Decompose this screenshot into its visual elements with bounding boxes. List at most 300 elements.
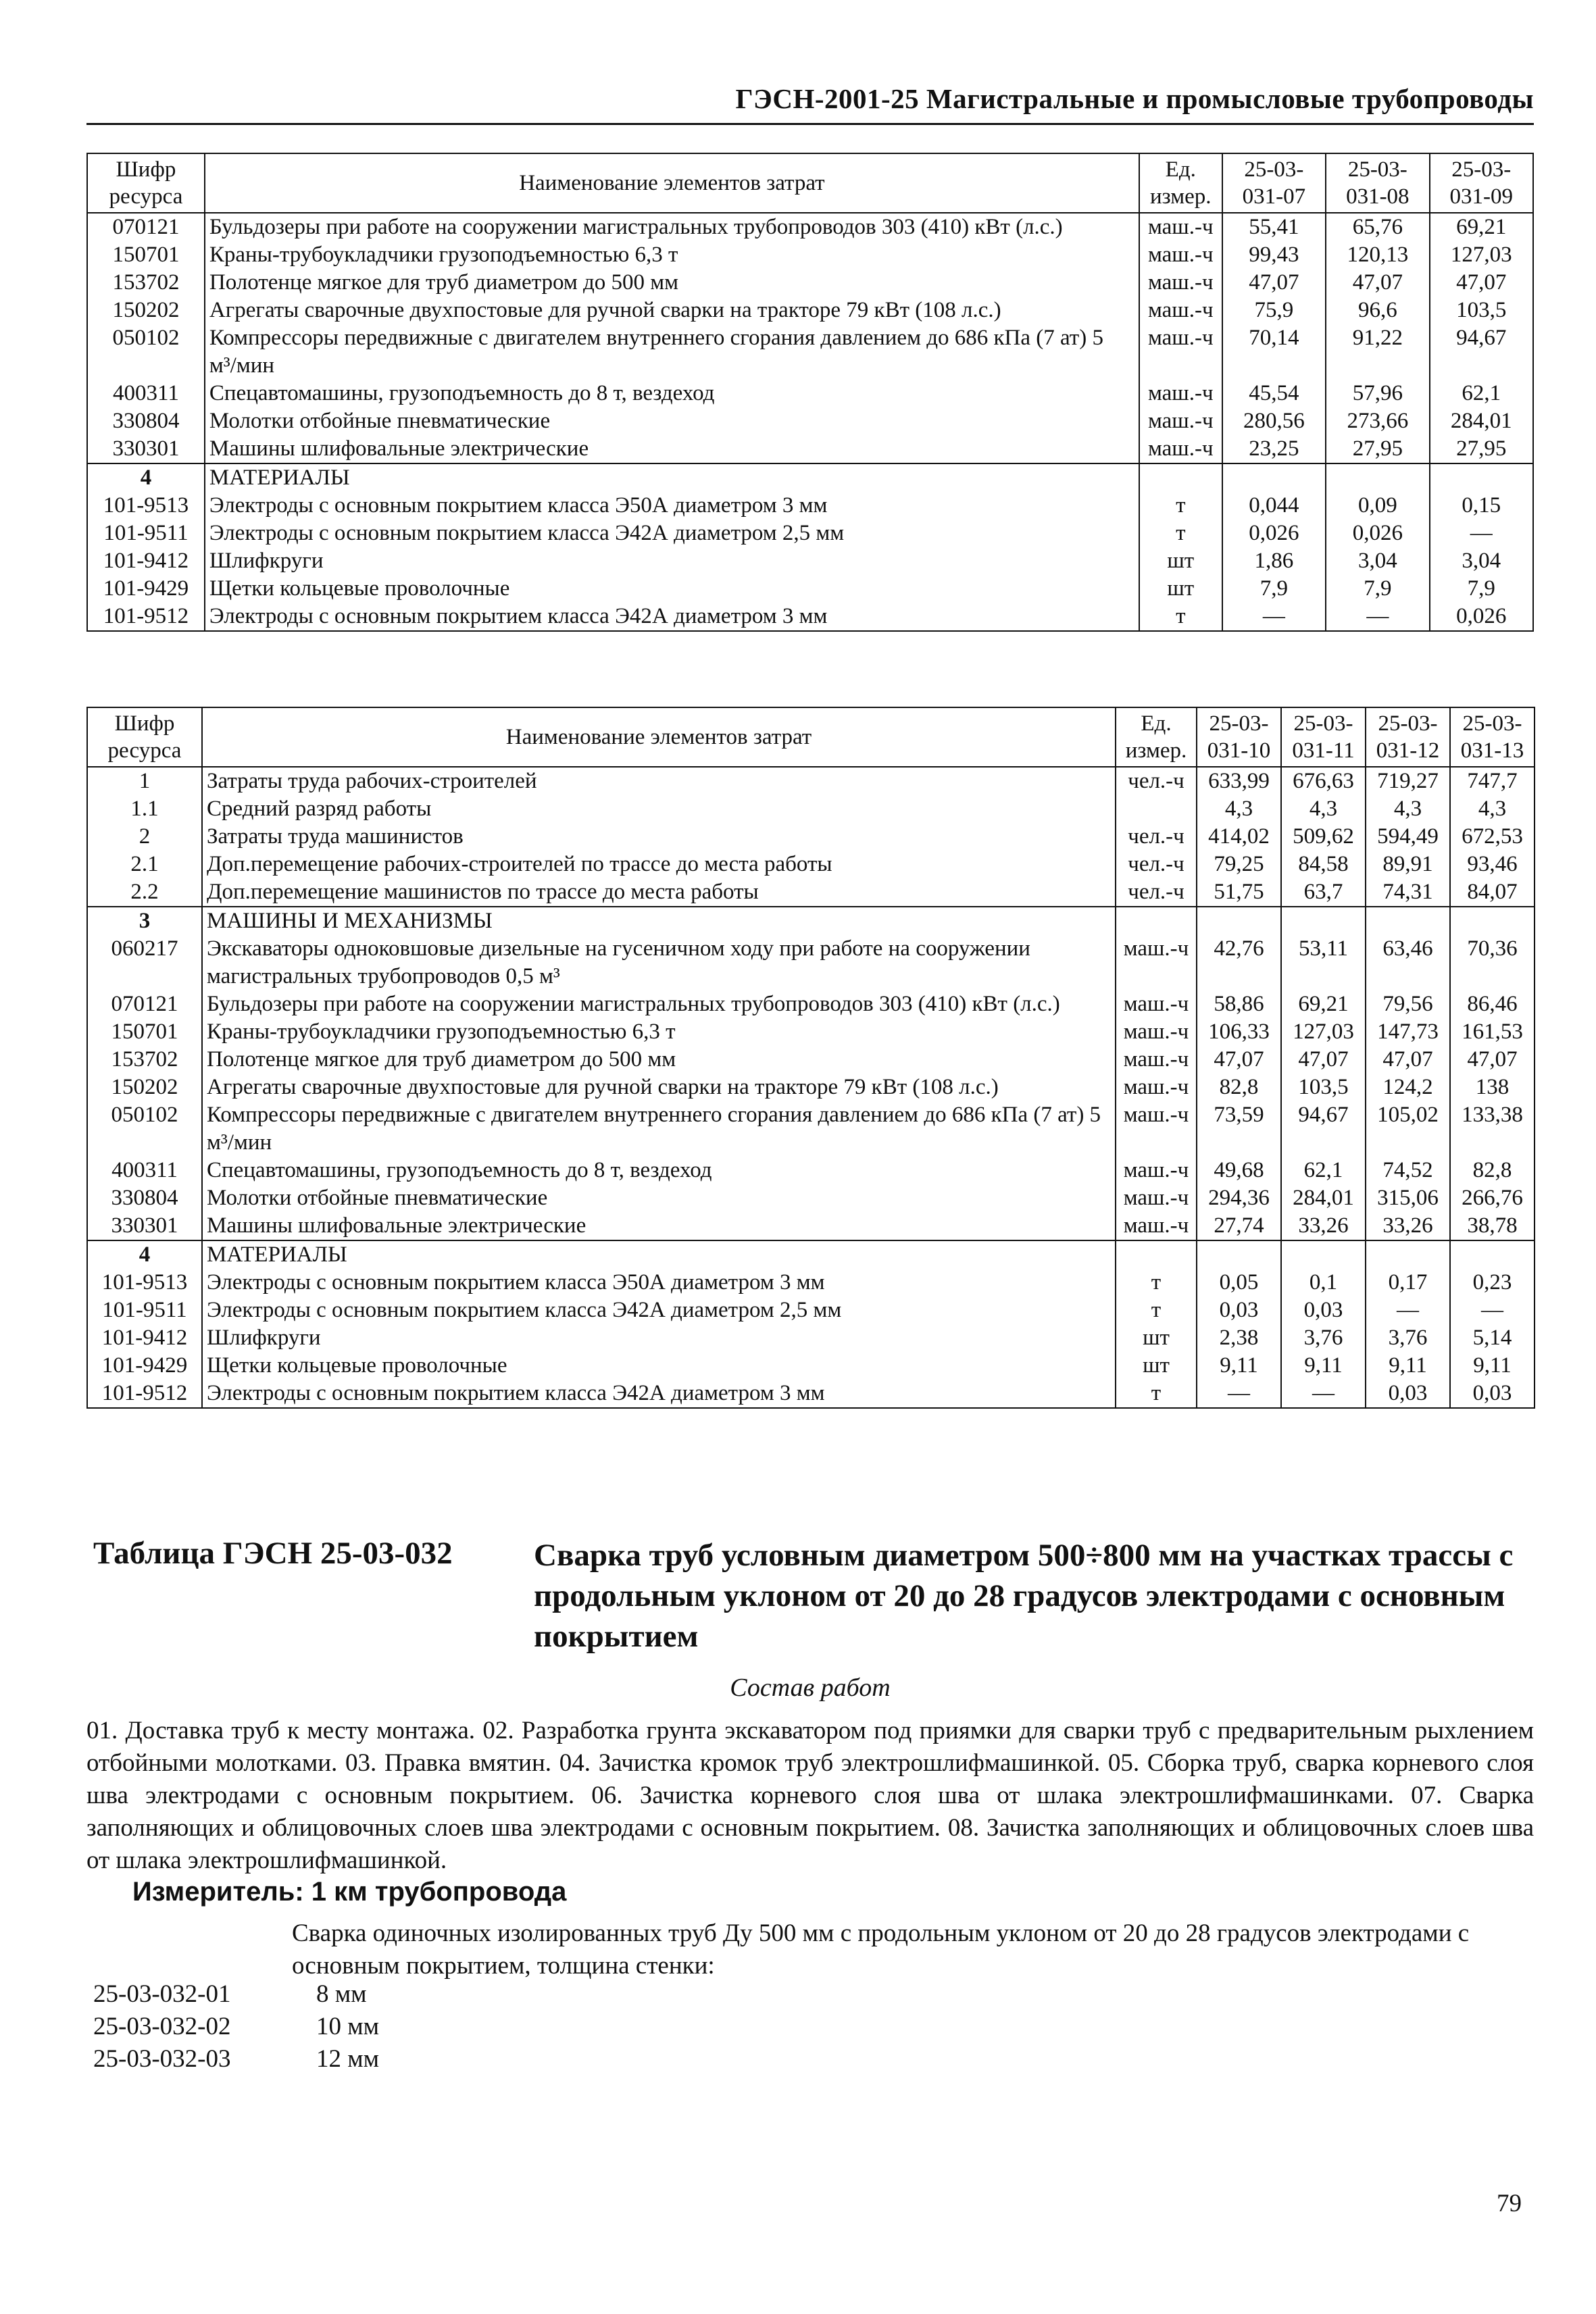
resource-code: 150202 bbox=[87, 297, 205, 324]
value-cell: 69,21 bbox=[1430, 213, 1533, 241]
col-header-unit: Ед. измер. bbox=[1139, 153, 1222, 213]
table-row bbox=[87, 1101, 1535, 1157]
unit-cell: чел.-ч bbox=[1116, 823, 1197, 851]
section-row bbox=[87, 1240, 1535, 1269]
value-cell: 23,25 bbox=[1222, 435, 1326, 463]
value-cell: 0,05 bbox=[1197, 1269, 1281, 1297]
variant-row bbox=[93, 1978, 379, 2011]
table-row bbox=[87, 297, 1533, 324]
unit-cell: маш.-ч bbox=[1116, 1212, 1197, 1240]
value-cell bbox=[1197, 1240, 1281, 1269]
page-number: 79 bbox=[1497, 2190, 1522, 2217]
value-cell: 7,9 bbox=[1430, 575, 1533, 603]
value-cell: 63,7 bbox=[1281, 878, 1366, 907]
value-cell: — bbox=[1326, 603, 1429, 631]
composition-text: 01. Доставка труб к месту монтажа. 02. Разработка грунта экскаватором под приямки для сварки труб с предварительным рыхлением отбойными молотками. 03. Правка вмятин. 04. Зачистка кромок труб электрошлифмашинкой. 05. Сборка труб, сварка корневого слоя шва электродами с основным покрытием. 06. Зачистка корневого слоя шва от шлака электрошлифмашинками. 07. Сварка заполняющих и облицовочных слоев шва электродами с основным покрытием. 08. Зачистка заполняющих и облицовочных слоев шва от шлака электрошлифмашинкой. bbox=[86, 1717, 1534, 1874]
table-row bbox=[87, 269, 1533, 297]
unit-cell: маш.-ч bbox=[1116, 1018, 1197, 1046]
resource-name: Средний разряд работы bbox=[202, 795, 1116, 823]
resource-name: Краны-трубоукладчики грузоподъемностью 6,3 т bbox=[202, 1018, 1116, 1046]
value-cell: 62,1 bbox=[1281, 1157, 1366, 1184]
col-header-code: Шифр ресурса bbox=[87, 707, 202, 767]
value-cell: 93,46 bbox=[1450, 851, 1535, 878]
resource-code: 1 bbox=[87, 767, 202, 795]
value-cell: 138 bbox=[1450, 1074, 1535, 1101]
unit-cell: маш.-ч bbox=[1116, 1184, 1197, 1212]
col-header-code: Шифр ресурса bbox=[87, 153, 205, 213]
resource-name: Электроды с основным покрытием класса Э50А диаметром 3 мм bbox=[205, 492, 1139, 520]
value-cell: 47,07 bbox=[1366, 1046, 1450, 1074]
variant-row bbox=[93, 2011, 379, 2043]
resource-name: Машины шлифовальные электрические bbox=[202, 1212, 1116, 1240]
value-cell: 74,52 bbox=[1366, 1157, 1450, 1184]
value-cell: 70,14 bbox=[1222, 324, 1326, 380]
value-cell: 47,07 bbox=[1450, 1046, 1535, 1074]
value-cell: 58,86 bbox=[1197, 990, 1281, 1018]
variant-code: 25-03-032-02 bbox=[93, 2013, 231, 2040]
value-cell: 57,96 bbox=[1326, 380, 1429, 407]
value-cell bbox=[1326, 463, 1429, 492]
unit-cell: маш.-ч bbox=[1139, 241, 1222, 269]
unit-cell: маш.-ч bbox=[1139, 435, 1222, 463]
value-cell: 69,21 bbox=[1281, 990, 1366, 1018]
value-cell bbox=[1281, 907, 1366, 935]
value-cell: 0,03 bbox=[1197, 1297, 1281, 1324]
table-row bbox=[87, 795, 1535, 823]
unit-cell: т bbox=[1116, 1380, 1197, 1408]
composition-heading: Состав работ bbox=[730, 1674, 891, 1702]
value-cell: 89,91 bbox=[1366, 851, 1450, 878]
value-cell: 94,67 bbox=[1430, 324, 1533, 380]
value-cell: 414,02 bbox=[1197, 823, 1281, 851]
value-cell: 0,17 bbox=[1366, 1269, 1450, 1297]
section-row bbox=[87, 907, 1535, 935]
col-header-rate: 25-03-031-08 bbox=[1326, 153, 1429, 213]
value-cell: 47,07 bbox=[1326, 269, 1429, 297]
header-rule bbox=[86, 123, 1534, 125]
resource-name: Затраты труда машинистов bbox=[202, 823, 1116, 851]
table-row bbox=[87, 990, 1535, 1018]
value-cell: 509,62 bbox=[1281, 823, 1366, 851]
table-row bbox=[87, 547, 1533, 575]
unit-cell: шт bbox=[1116, 1324, 1197, 1352]
resource-name: Электроды с основным покрытием класса Э42А диаметром 3 мм bbox=[205, 603, 1139, 631]
resource-name: Шлифкруги bbox=[202, 1324, 1116, 1352]
resource-code: 330804 bbox=[87, 1184, 202, 1212]
value-cell: 9,11 bbox=[1366, 1352, 1450, 1380]
resource-code: 101-9513 bbox=[87, 1269, 202, 1297]
value-cell: 3,76 bbox=[1366, 1324, 1450, 1352]
value-cell: 266,76 bbox=[1450, 1184, 1535, 1212]
value-cell: 75,9 bbox=[1222, 297, 1326, 324]
resource-code: 2.1 bbox=[87, 851, 202, 878]
variant-value: 12 мм bbox=[316, 2045, 380, 2073]
resource-name: Машины шлифовальные электрические bbox=[205, 435, 1139, 463]
resource-code: 150202 bbox=[87, 1074, 202, 1101]
value-cell: 0,23 bbox=[1450, 1269, 1535, 1297]
resource-name: Электроды с основным покрытием класса Э42А диаметром 2,5 мм bbox=[205, 520, 1139, 547]
unit-cell: т bbox=[1116, 1297, 1197, 1324]
value-cell: 0,026 bbox=[1222, 520, 1326, 547]
value-cell: 147,73 bbox=[1366, 1018, 1450, 1046]
unit-cell bbox=[1116, 1240, 1197, 1269]
value-cell: 106,33 bbox=[1197, 1018, 1281, 1046]
resource-table-1 bbox=[86, 153, 1534, 632]
value-cell: 74,31 bbox=[1366, 878, 1450, 907]
value-cell: 4,3 bbox=[1197, 795, 1281, 823]
variant-row bbox=[93, 2043, 379, 2076]
resource-code: 101-9512 bbox=[87, 1380, 202, 1408]
table-row bbox=[87, 1324, 1535, 1352]
unit-cell: шт bbox=[1116, 1352, 1197, 1380]
resource-code: 070121 bbox=[87, 213, 205, 241]
section-title: МАТЕРИАЛЫ bbox=[205, 463, 1139, 492]
value-cell: 51,75 bbox=[1197, 878, 1281, 907]
value-cell: 0,09 bbox=[1326, 492, 1429, 520]
resource-code: 101-9429 bbox=[87, 575, 205, 603]
value-cell: 96,6 bbox=[1326, 297, 1429, 324]
unit-cell: маш.-ч bbox=[1139, 297, 1222, 324]
value-cell: 7,9 bbox=[1326, 575, 1429, 603]
value-cell: 4,3 bbox=[1450, 795, 1535, 823]
value-cell: 133,38 bbox=[1450, 1101, 1535, 1157]
value-cell: 284,01 bbox=[1430, 407, 1533, 435]
table-row bbox=[87, 1212, 1535, 1240]
value-cell: 105,02 bbox=[1366, 1101, 1450, 1157]
unit-cell: т bbox=[1139, 603, 1222, 631]
value-cell: 0,026 bbox=[1326, 520, 1429, 547]
resource-code: 153702 bbox=[87, 1046, 202, 1074]
measure-unit: Измеритель: 1 км трубопровода bbox=[132, 1877, 567, 1907]
unit-cell: шт bbox=[1139, 547, 1222, 575]
resource-name: Щетки кольцевые проволочные bbox=[202, 1352, 1116, 1380]
value-cell: 103,5 bbox=[1281, 1074, 1366, 1101]
resource-code: 101-9412 bbox=[87, 1324, 202, 1352]
unit-cell: т bbox=[1139, 520, 1222, 547]
table-label: Таблица ГЭСН 25-03-032 bbox=[93, 1536, 453, 1571]
value-cell bbox=[1281, 1240, 1366, 1269]
unit-cell: шт bbox=[1139, 575, 1222, 603]
resource-code: 050102 bbox=[87, 1101, 202, 1157]
value-cell: 594,49 bbox=[1366, 823, 1450, 851]
table-row bbox=[87, 241, 1533, 269]
variant-list bbox=[93, 1978, 379, 2076]
resource-name: Шлифкруги bbox=[205, 547, 1139, 575]
value-cell bbox=[1366, 1240, 1450, 1269]
value-cell bbox=[1222, 463, 1326, 492]
table-row bbox=[87, 1018, 1535, 1046]
col-header-rate: 25-03-031-13 bbox=[1450, 707, 1535, 767]
table-row bbox=[87, 575, 1533, 603]
value-cell: 124,2 bbox=[1366, 1074, 1450, 1101]
col-header-rate: 25-03-031-12 bbox=[1366, 707, 1450, 767]
resource-name: Молотки отбойные пневматические bbox=[205, 407, 1139, 435]
table-row bbox=[87, 823, 1535, 851]
table-row bbox=[87, 1269, 1535, 1297]
value-cell: 33,26 bbox=[1366, 1212, 1450, 1240]
resource-code: 101-9513 bbox=[87, 492, 205, 520]
value-cell bbox=[1450, 1240, 1535, 1269]
value-cell: 4,3 bbox=[1366, 795, 1450, 823]
value-cell: 747,7 bbox=[1450, 767, 1535, 795]
table-row bbox=[87, 851, 1535, 878]
value-cell: 294,36 bbox=[1197, 1184, 1281, 1212]
running-header: ГЭСН-2001-25 Магистральные и промысловые трубопроводы bbox=[735, 83, 1534, 114]
value-cell: 79,25 bbox=[1197, 851, 1281, 878]
value-cell: — bbox=[1197, 1380, 1281, 1408]
resource-name: Полотенце мягкое для труб диаметром до 500 мм bbox=[205, 269, 1139, 297]
resource-name: Затраты труда рабочих-строителей bbox=[202, 767, 1116, 795]
value-cell: 3,04 bbox=[1430, 547, 1533, 575]
col-header-unit: Ед. измер. bbox=[1116, 707, 1197, 767]
value-cell: 27,95 bbox=[1326, 435, 1429, 463]
col-header-rate: 25-03-031-10 bbox=[1197, 707, 1281, 767]
value-cell: 3,04 bbox=[1326, 547, 1429, 575]
unit-cell: т bbox=[1139, 492, 1222, 520]
col-header-name: Наименование элементов затрат bbox=[202, 707, 1116, 767]
value-cell: 82,8 bbox=[1450, 1157, 1535, 1184]
unit-cell: чел.-ч bbox=[1116, 767, 1197, 795]
value-cell: 99,43 bbox=[1222, 241, 1326, 269]
value-cell: 73,59 bbox=[1197, 1101, 1281, 1157]
value-cell: 676,63 bbox=[1281, 767, 1366, 795]
unit-cell: чел.-ч bbox=[1116, 878, 1197, 907]
resource-code: 153702 bbox=[87, 269, 205, 297]
value-cell: — bbox=[1450, 1297, 1535, 1324]
value-cell: 9,11 bbox=[1281, 1352, 1366, 1380]
resource-code: 101-9511 bbox=[87, 1297, 202, 1324]
value-cell: 0,15 bbox=[1430, 492, 1533, 520]
resource-code: 150701 bbox=[87, 241, 205, 269]
value-cell: 672,53 bbox=[1450, 823, 1535, 851]
value-cell: 2,38 bbox=[1197, 1324, 1281, 1352]
table-row bbox=[87, 1380, 1535, 1408]
unit-cell: маш.-ч bbox=[1116, 1046, 1197, 1074]
value-cell: 0,03 bbox=[1450, 1380, 1535, 1408]
value-cell: — bbox=[1222, 603, 1326, 631]
section-row bbox=[87, 463, 1533, 492]
resource-code: 4 bbox=[87, 463, 205, 492]
value-cell: 0,026 bbox=[1430, 603, 1533, 631]
table-row bbox=[87, 435, 1533, 463]
value-cell: 79,56 bbox=[1366, 990, 1450, 1018]
resource-code: 101-9429 bbox=[87, 1352, 202, 1380]
resource-name: Бульдозеры при работе на сооружении магистральных трубопроводов 303 (410) кВт (л.с.) bbox=[205, 213, 1139, 241]
value-cell: 47,07 bbox=[1222, 269, 1326, 297]
value-cell: 127,03 bbox=[1430, 241, 1533, 269]
resource-code: 2.2 bbox=[87, 878, 202, 907]
unit-cell: маш.-ч bbox=[1139, 380, 1222, 407]
table-row bbox=[87, 1297, 1535, 1324]
unit-cell: маш.-ч bbox=[1116, 990, 1197, 1018]
table-row bbox=[87, 407, 1533, 435]
unit-cell: маш.-ч bbox=[1139, 324, 1222, 380]
value-cell: 94,67 bbox=[1281, 1101, 1366, 1157]
table-row bbox=[87, 1046, 1535, 1074]
col-header-rate: 25-03-031-07 bbox=[1222, 153, 1326, 213]
value-cell: 84,58 bbox=[1281, 851, 1366, 878]
resource-code: 050102 bbox=[87, 324, 205, 380]
value-cell: 65,76 bbox=[1326, 213, 1429, 241]
value-cell: — bbox=[1281, 1380, 1366, 1408]
col-header-rate: 25-03-031-11 bbox=[1281, 707, 1366, 767]
value-cell: 0,03 bbox=[1366, 1380, 1450, 1408]
value-cell bbox=[1197, 907, 1281, 935]
table-title: Сварка труб условным диаметром 500÷800 мм на участках трассы с продольным уклоном от 20 до 28 градусов электродами с основным покрытием bbox=[534, 1538, 1514, 1654]
resource-name: Агрегаты сварочные двухпостовые для ручной сварки на тракторе 79 кВт (108 л.с.) bbox=[202, 1074, 1116, 1101]
resource-name: Краны-трубоукладчики грузоподъемностью 6,3 т bbox=[205, 241, 1139, 269]
unit-cell: чел.-ч bbox=[1116, 851, 1197, 878]
value-cell: 280,56 bbox=[1222, 407, 1326, 435]
table-row bbox=[87, 213, 1533, 241]
table-row bbox=[87, 324, 1533, 380]
value-cell: 161,53 bbox=[1450, 1018, 1535, 1046]
table-row bbox=[87, 878, 1535, 907]
table-row bbox=[87, 1074, 1535, 1101]
value-cell: 284,01 bbox=[1281, 1184, 1366, 1212]
value-cell bbox=[1366, 907, 1450, 935]
resource-name: Агрегаты сварочные двухпостовые для ручной сварки на тракторе 79 кВт (108 л.с.) bbox=[205, 297, 1139, 324]
unit-cell: маш.-ч bbox=[1116, 1074, 1197, 1101]
unit-cell: маш.-ч bbox=[1139, 269, 1222, 297]
unit-cell bbox=[1139, 463, 1222, 492]
value-cell: 49,68 bbox=[1197, 1157, 1281, 1184]
value-cell: 120,13 bbox=[1326, 241, 1429, 269]
resource-name: Спецавтомашины, грузоподъемность до 8 т, вездеход bbox=[205, 380, 1139, 407]
resource-code: 060217 bbox=[87, 935, 202, 990]
resource-table-2 bbox=[86, 707, 1535, 1409]
value-cell: 55,41 bbox=[1222, 213, 1326, 241]
value-cell: 27,95 bbox=[1430, 435, 1533, 463]
value-cell: 9,11 bbox=[1197, 1352, 1281, 1380]
resource-name: Электроды с основным покрытием класса Э50А диаметром 3 мм bbox=[202, 1269, 1116, 1297]
unit-cell: маш.-ч bbox=[1139, 213, 1222, 241]
table-row bbox=[87, 520, 1533, 547]
resource-code: 330301 bbox=[87, 435, 205, 463]
value-cell: 45,54 bbox=[1222, 380, 1326, 407]
resource-name: Доп.перемещение машинистов по трассе до места работы bbox=[202, 878, 1116, 907]
value-cell: 4,3 bbox=[1281, 795, 1366, 823]
value-cell: 91,22 bbox=[1326, 324, 1429, 380]
value-cell: 47,07 bbox=[1197, 1046, 1281, 1074]
resource-name: Молотки отбойные пневматические bbox=[202, 1184, 1116, 1212]
table-row bbox=[87, 767, 1535, 795]
value-cell bbox=[1430, 463, 1533, 492]
resource-code: 3 bbox=[87, 907, 202, 935]
table-row bbox=[87, 935, 1535, 990]
resource-name: Экскаваторы одноковшовые дизельные на гусеничном ходу при работе на сооружении магистральных трубопроводов 0,5 м³ bbox=[202, 935, 1116, 990]
resource-code: 150701 bbox=[87, 1018, 202, 1046]
resource-code: 330301 bbox=[87, 1212, 202, 1240]
resource-code: 400311 bbox=[87, 380, 205, 407]
value-cell: 273,66 bbox=[1326, 407, 1429, 435]
value-cell bbox=[1450, 907, 1535, 935]
resource-code: 2 bbox=[87, 823, 202, 851]
table-row bbox=[87, 1184, 1535, 1212]
value-cell: 82,8 bbox=[1197, 1074, 1281, 1101]
resource-code: 101-9511 bbox=[87, 520, 205, 547]
value-cell: 33,26 bbox=[1281, 1212, 1366, 1240]
unit-cell: маш.-ч bbox=[1116, 1157, 1197, 1184]
resource-name: Доп.перемещение рабочих-строителей по трассе до места работы bbox=[202, 851, 1116, 878]
resource-code: 070121 bbox=[87, 990, 202, 1018]
table-header-row bbox=[87, 153, 1533, 213]
value-cell: 719,27 bbox=[1366, 767, 1450, 795]
value-cell: 53,11 bbox=[1281, 935, 1366, 990]
resource-code: 101-9412 bbox=[87, 547, 205, 575]
resource-code: 400311 bbox=[87, 1157, 202, 1184]
table-row bbox=[87, 492, 1533, 520]
resource-name: Спецавтомашины, грузоподъемность до 8 т, вездеход bbox=[202, 1157, 1116, 1184]
resource-name: Электроды с основным покрытием класса Э42А диаметром 2,5 мм bbox=[202, 1297, 1116, 1324]
value-cell: 42,76 bbox=[1197, 935, 1281, 990]
resource-name: Компрессоры передвижные с двигателем внутреннего сгорания давлением до 686 кПа (7 ат) 5 м³/мин bbox=[205, 324, 1139, 380]
resource-name: Бульдозеры при работе на сооружении магистральных трубопроводов 303 (410) кВт (л.с.) bbox=[202, 990, 1116, 1018]
unit-cell bbox=[1116, 795, 1197, 823]
resource-name: Компрессоры передвижные с двигателем внутреннего сгорания давлением до 686 кПа (7 ат) 5 м³/мин bbox=[202, 1101, 1116, 1157]
value-cell: — bbox=[1366, 1297, 1450, 1324]
value-cell: 47,07 bbox=[1281, 1046, 1366, 1074]
value-cell: 84,07 bbox=[1450, 878, 1535, 907]
unit-cell bbox=[1116, 907, 1197, 935]
table-header-row bbox=[87, 707, 1535, 767]
value-cell: 0,044 bbox=[1222, 492, 1326, 520]
table-row bbox=[87, 380, 1533, 407]
unit-cell: маш.-ч bbox=[1116, 1101, 1197, 1157]
table-row bbox=[87, 1157, 1535, 1184]
unit-cell: маш.-ч bbox=[1116, 935, 1197, 990]
value-cell: 0,03 bbox=[1281, 1297, 1366, 1324]
col-header-name: Наименование элементов затрат bbox=[205, 153, 1139, 213]
unit-cell: маш.-ч bbox=[1139, 407, 1222, 435]
value-cell: 63,46 bbox=[1366, 935, 1450, 990]
value-cell: 5,14 bbox=[1450, 1324, 1535, 1352]
value-cell: 315,06 bbox=[1366, 1184, 1450, 1212]
section-title: МАТЕРИАЛЫ bbox=[202, 1240, 1116, 1269]
value-cell: 3,76 bbox=[1281, 1324, 1366, 1352]
col-header-rate: 25-03-031-09 bbox=[1430, 153, 1533, 213]
value-cell: 62,1 bbox=[1430, 380, 1533, 407]
resource-code: 101-9512 bbox=[87, 603, 205, 631]
value-cell: 70,36 bbox=[1450, 935, 1535, 990]
resource-name: Щетки кольцевые проволочные bbox=[205, 575, 1139, 603]
value-cell: 7,9 bbox=[1222, 575, 1326, 603]
value-cell: 103,5 bbox=[1430, 297, 1533, 324]
value-cell: 38,78 bbox=[1450, 1212, 1535, 1240]
variant-value: 8 мм bbox=[316, 1980, 367, 2008]
resource-code: 4 bbox=[87, 1240, 202, 1269]
value-cell: — bbox=[1430, 520, 1533, 547]
variant-code: 25-03-032-01 bbox=[93, 1980, 231, 2008]
section-title: МАШИНЫ И МЕХАНИЗМЫ bbox=[202, 907, 1116, 935]
table-row bbox=[87, 603, 1533, 631]
value-cell: 47,07 bbox=[1430, 269, 1533, 297]
value-cell: 0,1 bbox=[1281, 1269, 1366, 1297]
value-cell: 633,99 bbox=[1197, 767, 1281, 795]
variant-code: 25-03-032-03 bbox=[93, 2045, 231, 2073]
unit-cell: т bbox=[1116, 1269, 1197, 1297]
value-cell: 9,11 bbox=[1450, 1352, 1535, 1380]
value-cell: 86,46 bbox=[1450, 990, 1535, 1018]
resource-name: Полотенце мягкое для труб диаметром до 500 мм bbox=[202, 1046, 1116, 1074]
value-cell: 27,74 bbox=[1197, 1212, 1281, 1240]
resource-code: 330804 bbox=[87, 407, 205, 435]
value-cell: 1,86 bbox=[1222, 547, 1326, 575]
value-cell: 127,03 bbox=[1281, 1018, 1366, 1046]
resource-code: 1.1 bbox=[87, 795, 202, 823]
variant-value: 10 мм bbox=[316, 2013, 380, 2040]
variant-description: Сварка одиночных изолированных труб Ду 500 мм с продольным уклоном от 20 до 28 градусов электродами с основным покрытием, толщина стенки: bbox=[292, 1919, 1470, 1980]
